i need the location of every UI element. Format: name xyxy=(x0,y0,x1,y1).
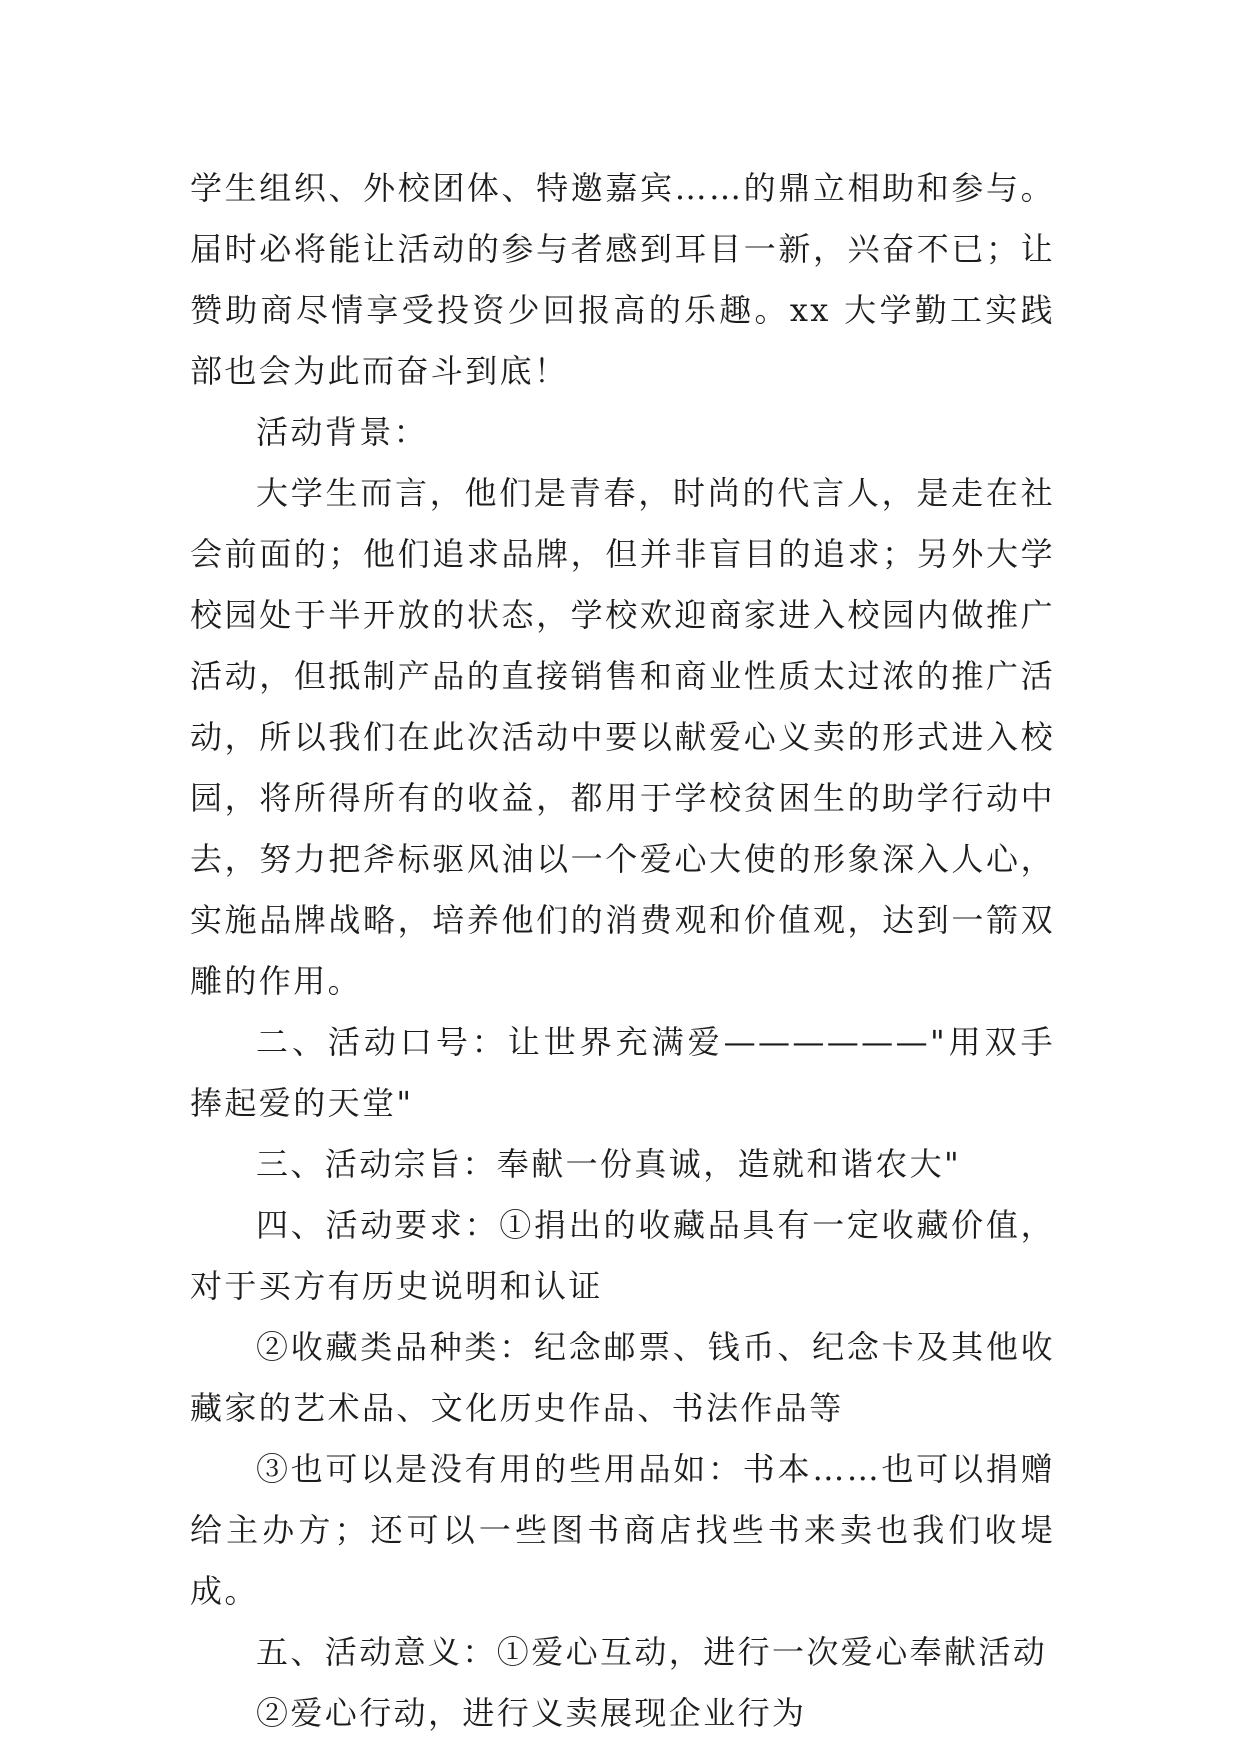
heading-activity-background: 活动背景： xyxy=(256,413,429,451)
paragraph-activity-requirements: 四、活动要求：①捐出的收藏品具有一定收藏价值，对于买方有历史说明和认证 xyxy=(190,1206,1055,1305)
paragraph-activity-significance: 五、活动意义：①爱心互动，进行一次爱心奉献活动 xyxy=(256,1633,1048,1671)
paragraph-sponsorship-closing: 学生组织、外校团体、特邀嘉宾……的鼎立相助和参与。届时必将能让活动的参与者感到耳目一新，兴奋不已；让赞助商尽情享受投资少回报高的乐趣。xx 大学勤工实践部也会为此而奋斗到底！ xyxy=(190,169,1055,390)
paragraph-activity-purpose: 三、活动宗旨：奉献一份真诚，造就和谐农大" xyxy=(256,1145,962,1183)
document-body xyxy=(190,158,1055,1744)
paragraph-activity-slogan: 二、活动口号：让世界充满爱——————"用双手捧起爱的天堂" xyxy=(190,1023,1055,1122)
paragraph-requirement-used-items: ③也可以是没有用的些用品如：书本……也可以捐赠给主办方；还可以一些图书商店找些书来卖也我们收堤成。 xyxy=(190,1450,1055,1610)
paragraph-requirement-collectible-types: ②收藏类品种类：纪念邮票、钱币、纪念卡及其他收藏家的艺术品、文化历史作品、书法作品等 xyxy=(190,1328,1055,1427)
paragraph-significance-charity-sale: ②爱心行动，进行义卖展现企业行为 xyxy=(256,1694,807,1732)
paragraph-activity-background: 大学生而言，他们是青春，时尚的代言人，是走在社会前面的；他们追求品牌，但并非盲目的追求；另外大学校园处于半开放的状态，学校欢迎商家进入校园内做推广活动，但抵制产品的直接销售和商业性质太过浓的推广活动，所以我们在此次活动中要以献爱心义卖的形式进入校园，将所得所有的收益，都用于学校贫困生的助学行动中去，努力把斧标驱风油以一个爱心大使的形象深入人心，实施品牌战略，培养他们的消费观和价值观，达到一箭双雕的作用。 xyxy=(190,474,1055,1000)
